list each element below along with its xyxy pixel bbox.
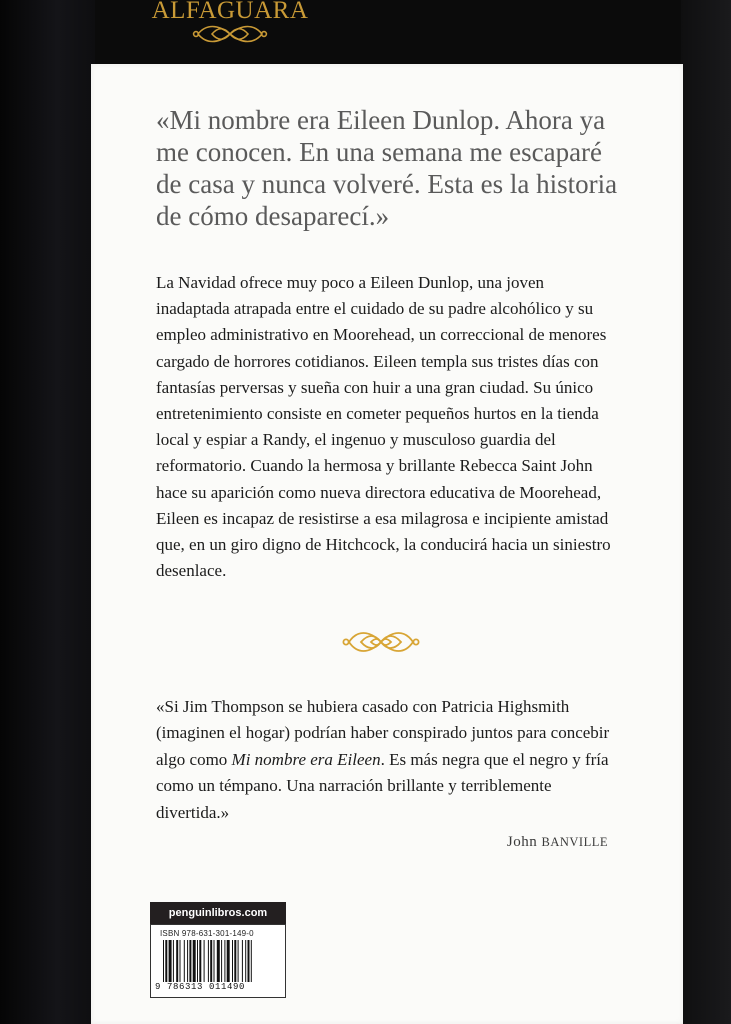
cover-edge-right xyxy=(681,0,731,1024)
publisher-name: ALFAGUARA xyxy=(151,0,309,24)
publisher-website: penguinlibros.com xyxy=(150,902,286,924)
publisher-logo xyxy=(150,0,310,50)
isbn-barcode xyxy=(150,924,286,998)
divider-flourish-icon xyxy=(341,627,421,657)
review-author xyxy=(507,834,608,851)
publisher-flourish-icon xyxy=(190,23,270,45)
cover-edge-left xyxy=(0,0,95,1024)
author-last-name: BANVILLE xyxy=(541,835,608,849)
author-first-name: John xyxy=(506,834,538,850)
barcode-bars-icon xyxy=(163,940,278,987)
isbn-label: ISBN 978-631-301-149-0 xyxy=(160,929,254,938)
review-book-title: Mi nombre era Eileen xyxy=(231,749,381,769)
back-cover-page xyxy=(91,64,683,1024)
barcode-digits: 9 786313 011490 xyxy=(155,982,281,992)
pull-quote: «Mi nombre era Eileen Dunlop. Ahora ya me conocen. En una semana me escaparé de casa y nunca volveré. Esta es la historia de cómo desaparecí.» xyxy=(156,105,618,231)
review-text-start: «Si Jim Thompson se hubiera casado con Patricia Highsmith (imaginen el hogar) podrían haber conspirado juntos para concebir algo como xyxy=(156,697,610,769)
review-text-end: . Es más negra que el negro y fría como un témpano. Una narración brillante y terriblemente divertida.» xyxy=(156,749,609,822)
synopsis-paragraph: La Navidad ofrece muy poco a Eileen Dunlop, una joven inadaptada atrapada entre el cuidado de su padre alcohólico y su empleo administrativo en Moorehead, un correccional de menores cargado de horrores cotidianos. Eileen templa sus tristes días con fantasías perversas y sueña con huir a una gran ciudad. Su único entretenimiento consiste en cometer pequeños hurtos en la tienda local y espiar a Randy, el ingenuo y musculoso guardia del reformatorio. Cuando la hermosa y brillante Rebecca Saint John hace su aparición como nueva directora educativa de Moorehead, Eileen es incapaz de resistirse a esa milagrosa e incipiente amistad que, en un giro digno de Hitchcock, la conducirá hacia un siniestro desenlace. xyxy=(156,273,611,581)
review-quote xyxy=(156,694,626,826)
